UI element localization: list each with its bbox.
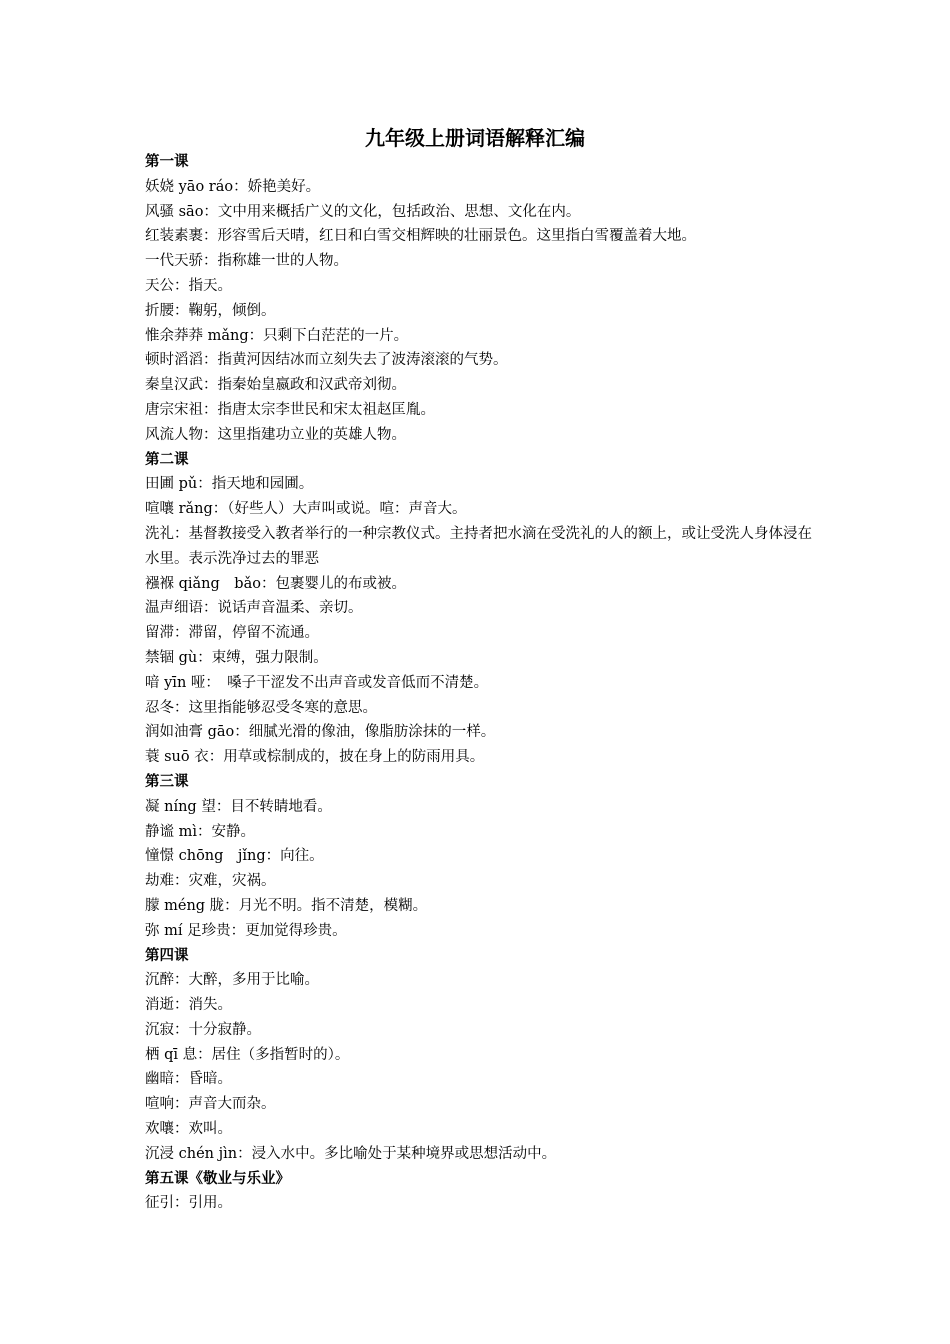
entry-line: 襁褓 qiǎng bǎo：包裹婴儿的布或被。 xyxy=(145,575,406,592)
entry-line: 洗礼：基督教接受入教者举行的一种宗教仪式。主持者把水滴在受洗礼的人的额上，或让受洗人身体浸在水里。表示洗净过去的罪恶 xyxy=(145,525,812,567)
entry-line: 秦皇汉武：指秦始皇嬴政和汉武帝刘彻。 xyxy=(145,377,406,394)
entry-line: 一代天骄：指称雄一世的人物。 xyxy=(145,253,348,270)
entry-line: 凝 níng 望：目不转睛地看。 xyxy=(145,798,332,815)
lesson-heading: 第一课 xyxy=(145,154,189,170)
entry-line: 沉醉：大醉，多用于比喻。 xyxy=(145,972,319,989)
entry-line: 红装素裹：形容雪后天晴，红日和白雪交相辉映的壮丽景色。这里指白雪覆盖着大地。 xyxy=(145,228,696,245)
entry-line: 润如油膏 gāo：细腻光滑的像油，像脂肪涂抹的一样。 xyxy=(145,724,496,741)
entry-line: 忍冬：这里指能够忍受冬寒的意思。 xyxy=(145,699,377,716)
lesson-heading: 第五课《敬业与乐业》 xyxy=(145,1170,290,1187)
lesson-heading: 第三课 xyxy=(145,773,189,790)
lesson-heading: 第二课 xyxy=(145,451,189,468)
entry-line: 蓑 suō 衣：用草或棕制成的，披在身上的防雨用具。 xyxy=(145,749,485,766)
entry-line: 栖 qī 息：居住（多指暂时的）。 xyxy=(145,1046,350,1063)
entry-line: 喧嚷 rǎng：（好些人）大声叫或说。喧：声音大。 xyxy=(145,501,467,518)
entry-line: 留滞：滞留，停留不流通。 xyxy=(145,625,319,642)
entry-line: 幽暗：昏暗。 xyxy=(145,1071,232,1088)
entry-line: 征引：引用。 xyxy=(145,1195,232,1212)
entry-line: 唐宗宋祖：指唐太宗李世民和宋太祖赵匡胤。 xyxy=(145,401,435,418)
entry-line: 沉寂：十分寂静。 xyxy=(145,1021,261,1038)
entry-line: 喧响：声音大而杂。 xyxy=(145,1096,276,1113)
entry-line: 静谧 mì：安静。 xyxy=(145,823,255,840)
entry-line: 温声细语：说话声音温柔、亲切。 xyxy=(145,600,363,617)
document-title: 九年级上册词语解释汇编 xyxy=(365,126,585,150)
entry-line: 沉浸 chén jìn：浸入水中。多比喻处于某种境界或思想活动中。 xyxy=(145,1145,557,1162)
entry-line: 风流人物：这里指建功立业的英雄人物。 xyxy=(145,426,406,443)
entry-line: 风骚 sāo：文中用来概括广义的文化，包括政治、思想、文化在内。 xyxy=(145,203,581,220)
entry-line: 顿时滔滔：指黄河因结冰而立刻失去了波涛滚滚的气势。 xyxy=(145,352,508,369)
entry-line: 惟余莽莽 mǎng：只剩下白茫茫的一片。 xyxy=(145,327,409,344)
entry-line: 弥 mí 足珍贵：更加觉得珍贵。 xyxy=(145,922,347,939)
entry-line: 妖娆 yāo ráo：娇艳美好。 xyxy=(145,178,321,195)
entry-line: 憧憬 chōng jǐng：向往。 xyxy=(145,848,324,865)
document-body xyxy=(145,150,825,1216)
entry-line: 喑 yīn 哑： 嗓子干涩发不出声音或发音低而不清楚。 xyxy=(145,674,489,691)
entry-line: 禁锢 gù：束缚，强力限制。 xyxy=(145,649,328,666)
entry-line: 朦 méng 胧：月光不明。指不清楚，模糊。 xyxy=(145,897,428,914)
entry-line: 劫难：灾难，灾祸。 xyxy=(145,873,276,890)
entry-line: 田圃 pǔ：指天地和园圃。 xyxy=(145,476,314,493)
entry-line: 消逝：消失。 xyxy=(145,997,232,1014)
entry-line: 天公：指天。 xyxy=(145,277,232,294)
entry-line: 欢嚷：欢叫。 xyxy=(145,1121,232,1138)
entry-line: 折腰：鞠躬，倾倒。 xyxy=(145,302,276,319)
lesson-heading: 第四课 xyxy=(145,947,189,964)
